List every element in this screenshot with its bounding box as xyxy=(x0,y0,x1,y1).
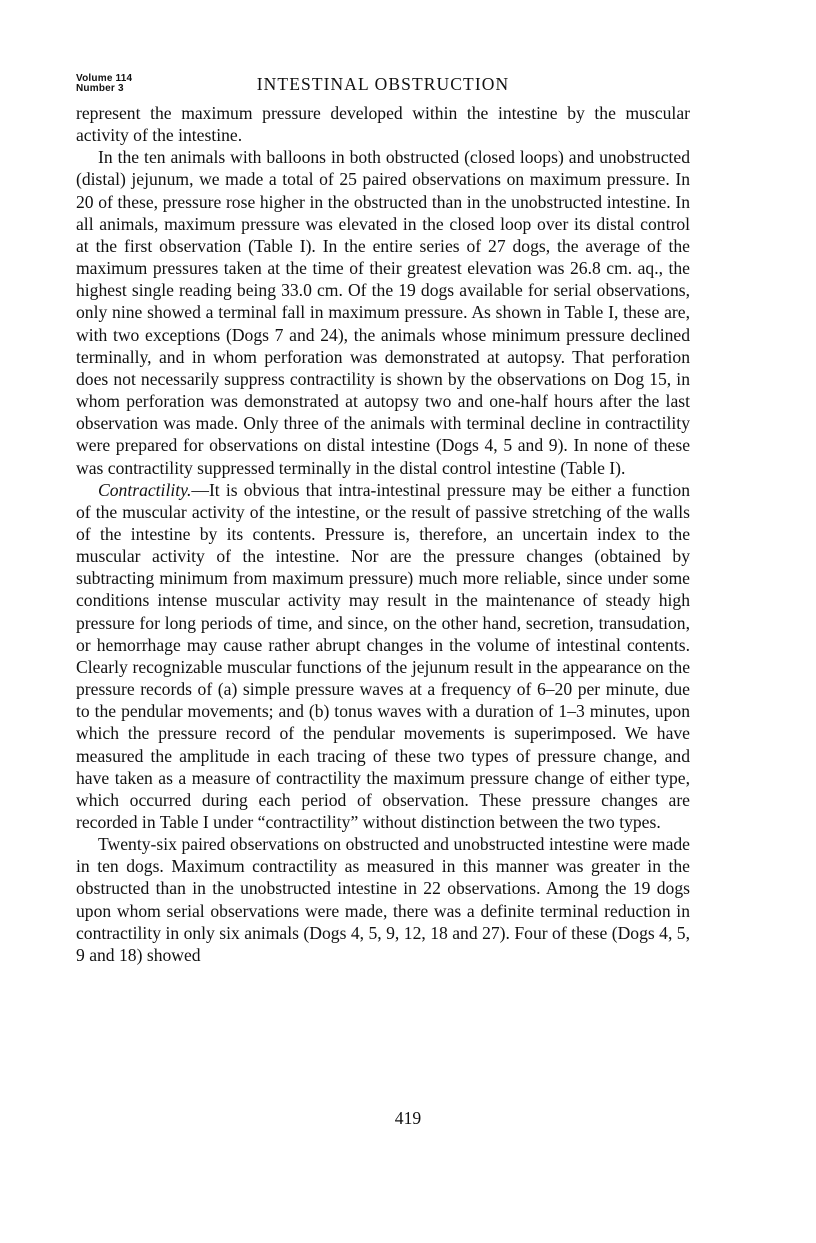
paragraph-twenty-six-observations: Twenty-six paired observations on obstructed and unobstructed intestine were made in ten dogs. Maximum contractility as measured in this manner was greater in the obstructed than in the unobstructed intestine in 22 observations. Among the 19 dogs upon whom serial observations were made, there was a definite terminal reduction in contractility in only six animals (Dogs 4, 5, 9, 12, 18 and 27). Four of these (Dogs 4, 5, 9 and 18) showed xyxy=(76,834,690,965)
volume-line: Volume 114 xyxy=(76,73,133,84)
paragraph-contractility-text: —It is obvious that intra-intestinal pressure may be either a function of the muscular activity of the intestine, or the result of passive stretching of the walls of the intestine by its contents. Pressure is, therefore, an uncertain index to the muscular activity of the intestine. Nor are the pressure changes (obtained by subtracting minimum from maximum pressure) much more reliable, since under some conditions intense muscular activity may result in the maintenance of steady high pressure for long periods of time, and since, on the other hand, secretion, transudation, or hemorrhage may cause rather abrupt changes in the volume of intestinal contents. Clearly recognizable muscular functions of the jejunum result in the appearance on the pressure records of (a) simple pressure waves at a frequency of 6–20 per minute, due to the pendular movements; and (b) tonus waves with a duration of 1–3 minutes, upon which the pressure record of the pendular movements is superimposed. We have measured the amplitude in each tracing of these two types of pressure change, and have taken as a measure of contractility the maximum pressure change of either type, which occurred during each period of observation. These pressure changes are recorded in Table I under “contractility” without distinction between the two types. xyxy=(76,479,690,832)
paragraph-paired-observations: In the ten animals with balloons in both obstructed (closed loops) and unobstructed (distal) jejunum, we made a total of 25 paired observations on maximum pressure. In 20 of these, pressure rose higher in the obstructed than in the unobstructed intestine. In all animals, maximum pressure was elevated in the closed loop over its distal control at the first observation (Table I). In the entire series of 27 dogs, the average of the maximum pressures taken at the time of their greatest elevation was 26.8 cm. aq., the highest single reading being 33.0 cm. Of the 19 dogs available for serial observations, only nine showed a terminal fall in maximum pressure. As shown in Table I, these are, with two exceptions (Dogs 7 and 24), the animals whose minimum pressure declined terminally, and in whom perforation was demonstrated at autopsy. That perforation does not necessarily suppress contractility is shown by the observations on Dog 15, in whom perforation was demonstrated at autopsy two and one-half hours after the last observation was made. Only three of the animals with terminal decline in contractility were prepared for observations on distal intestine (Dogs 4, 5 and 9). In none of these was contractility suppressed terminally in the distal control intestine (Table I). xyxy=(76,147,690,478)
paragraph-continuation: represent the maximum pressure developed within the intestine by the muscular activity of the intestine. xyxy=(76,103,690,146)
page-number: 419 xyxy=(394,1108,422,1128)
section-runin-heading: Contractility. xyxy=(98,479,192,500)
running-title: INTESTINAL OBSTRUCTION xyxy=(256,74,510,94)
number-line: Number 3 xyxy=(76,83,124,94)
paragraph-contractility xyxy=(76,479,690,834)
article-body xyxy=(76,102,690,966)
